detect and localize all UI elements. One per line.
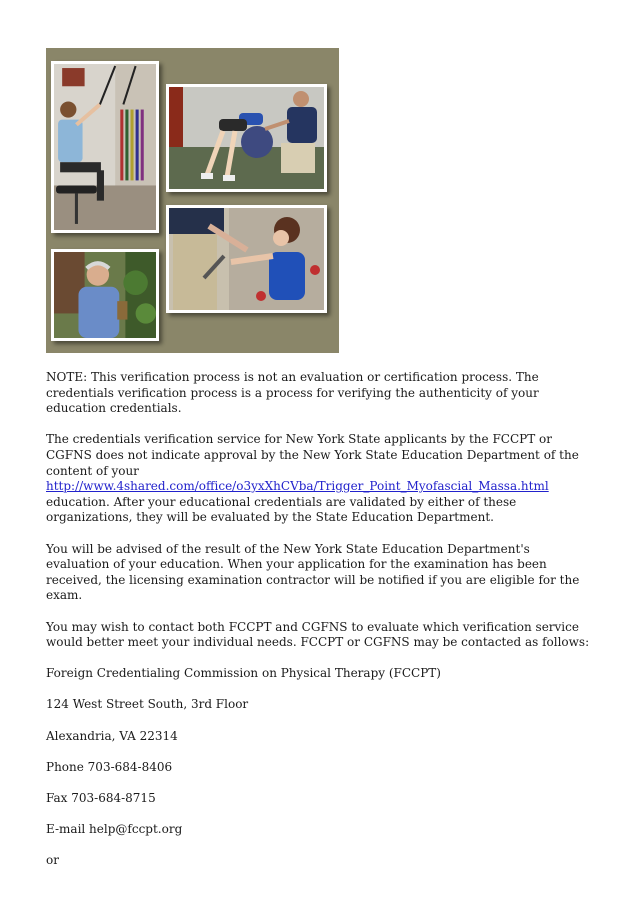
fccpt-phone: Phone 703-684-8406 xyxy=(46,759,173,774)
therapy-photo-collage xyxy=(46,48,339,353)
photo-ball-exercise-image xyxy=(169,87,324,189)
document-body xyxy=(46,370,596,869)
verification-service-text-end: education. After your educational credentials are validated by either of these organizations, they will be evaluated by the State Education Department. xyxy=(46,494,517,525)
contact-paragraph: You may wish to contact both FCCPT and CGFNS to evaluate which verification service would better meet your individual needs. FCCPT or CGFNS may be contacted as follows: xyxy=(46,619,590,650)
trigger-point-link[interactable]: http://www.4shared.com/office/o3yxXhCVba/Trigger_Point_Myofascial_Massa.html xyxy=(46,479,549,494)
fccpt-street-address: 124 West Street South, 3rd Floor xyxy=(46,697,249,712)
photo-arm-massage xyxy=(166,205,327,313)
or-separator: or xyxy=(46,853,59,868)
photo-smiling-man xyxy=(51,249,159,341)
verification-service-paragraph xyxy=(46,432,596,526)
advised-paragraph: You will be advised of the result of the New York State Education Department's evaluation of your education. When your application for the examination has been received, the licensing examination contractor will be notified if you are eligible for the exam. xyxy=(46,541,580,603)
photo-arm-massage-image xyxy=(169,208,324,310)
fccpt-fax: Fax 703-684-8715 xyxy=(46,791,156,806)
photo-pulley-exercise xyxy=(51,61,159,233)
document-page xyxy=(46,48,596,885)
note-paragraph: NOTE: This verification process is not an evaluation or certification process. The credentials verification process is a process for verifying the authenticity of your education credentials. xyxy=(46,370,539,416)
photo-pulley-exercise-image xyxy=(54,64,156,230)
fccpt-org-name: Foreign Credentialing Commission on Physical Therapy (FCCPT) xyxy=(46,666,441,681)
verification-service-text-start: The credentials verification service for New York State applicants by the FCCPT or CGFNS does not indicate approval by the New York State Education Department of the content of your xyxy=(46,432,579,478)
fccpt-city-state-zip: Alexandria, VA 22314 xyxy=(46,728,178,743)
fccpt-email: E-mail help@fccpt.org xyxy=(46,822,183,837)
photo-smiling-man-image xyxy=(54,252,156,338)
photo-ball-exercise xyxy=(166,84,327,192)
